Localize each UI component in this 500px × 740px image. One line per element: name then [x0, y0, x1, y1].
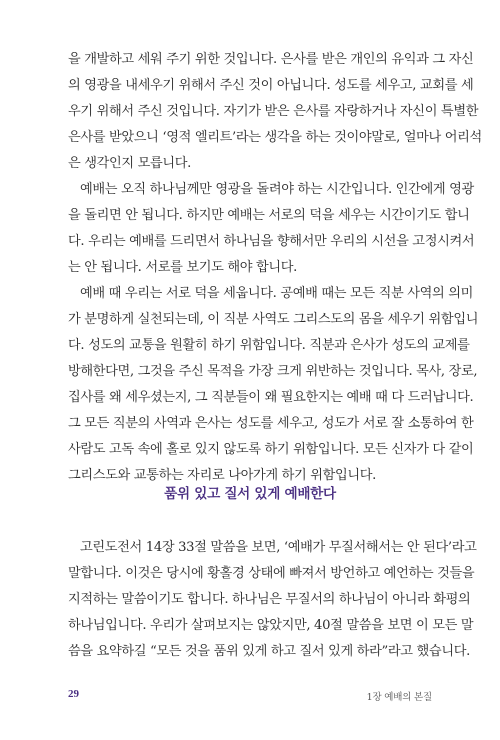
section-heading: 품위 있고 질서 있게 예배한다 [164, 486, 336, 502]
text-line: 는 안 됩니다. 서로를 보기도 해야 합니다. [68, 260, 297, 275]
text-line: 사람도 고독 속에 홀로 있지 않도록 하기 위함입니다. 모든 신자가 다 같이 [68, 442, 474, 457]
text-line: 예배 때 우리는 서로 덕을 세웁니다. 공예배 때는 모든 직분 사역의 의미 [80, 286, 473, 301]
text-line: 그 모든 직분의 사역과 은사는 성도를 세우고, 성도가 서로 잘 소통하여 한 [68, 416, 474, 431]
text-line: 은사를 받았으니 ‘영적 엘리트’라는 생각을 하는 것이야말로, 얼마나 어리석 [68, 130, 482, 145]
text-line: 의 영광을 내세우기 위해서 주신 것이 아닙니다. 성도를 세우고, 교회를 세 [68, 78, 474, 93]
text-line: 다. 성도의 교통을 원활히 하기 위함입니다. 직분과 은사가 성도의 교제를 [68, 338, 470, 353]
text-line: 씀을 요약하길 “모든 것을 품위 있게 하고 질서 있게 하라”라고 했습니다. [68, 644, 470, 659]
text-line: 을 개발하고 세워 주기 위한 것입니다. 은사를 받은 개인의 유익과 그 자신 [68, 52, 474, 67]
text-line: 고린도전서 14장 33절 말씀을 보면, ‘예배가 무질서해서는 안 된다’라고 [80, 540, 477, 555]
chapter-title: 1장 예배의 본질 [366, 692, 432, 703]
text-line: 하나님입니다. 우리가 살펴보지는 않았지만, 40절 말씀을 보면 이 모든 말 [68, 618, 474, 633]
text-line: 은 생각인지 모릅니다. [68, 156, 192, 171]
text-line: 그리스도와 교통하는 자리로 나아가게 하기 위함입니다. [68, 468, 376, 483]
text-line: 예배는 오직 하나님께만 영광을 돌려야 하는 시간입니다. 인간에게 영광 [80, 182, 474, 197]
text-line: 방해한다면, 그것을 주신 목적을 가장 크게 위반하는 것입니다. 목사, 장로, [68, 364, 478, 379]
page-number: 29 [68, 688, 79, 700]
text-line: 지적하는 말씀이기도 합니다. 하나님은 무질서의 하나님이 아니라 화평의 [68, 592, 471, 607]
text-line: 가 분명하게 실천되는데, 이 직분 사역도 그리스도의 몸을 세우기 위함입니 [68, 312, 479, 327]
text-line: 우기 위해서 주신 것입니다. 자기가 받은 은사를 자랑하거나 자신이 특별한 [68, 104, 479, 119]
text-line: 을 돌리면 안 됩니다. 하지만 예배는 서로의 덕을 세우는 시간이기도 합니 [68, 208, 470, 223]
text-line: 다. 우리는 예배를 드리면서 하나님을 향해서만 우리의 시선을 고정시켜서 [68, 234, 475, 249]
text-line: 말합니다. 이것은 당시에 황홀경 상태에 빠져서 방언하고 예언하는 것들을 [68, 566, 475, 581]
text-line: 집사를 왜 세우셨는지, 그 직분들이 왜 필요한지는 예배 때 다 드러납니다. [68, 390, 474, 405]
